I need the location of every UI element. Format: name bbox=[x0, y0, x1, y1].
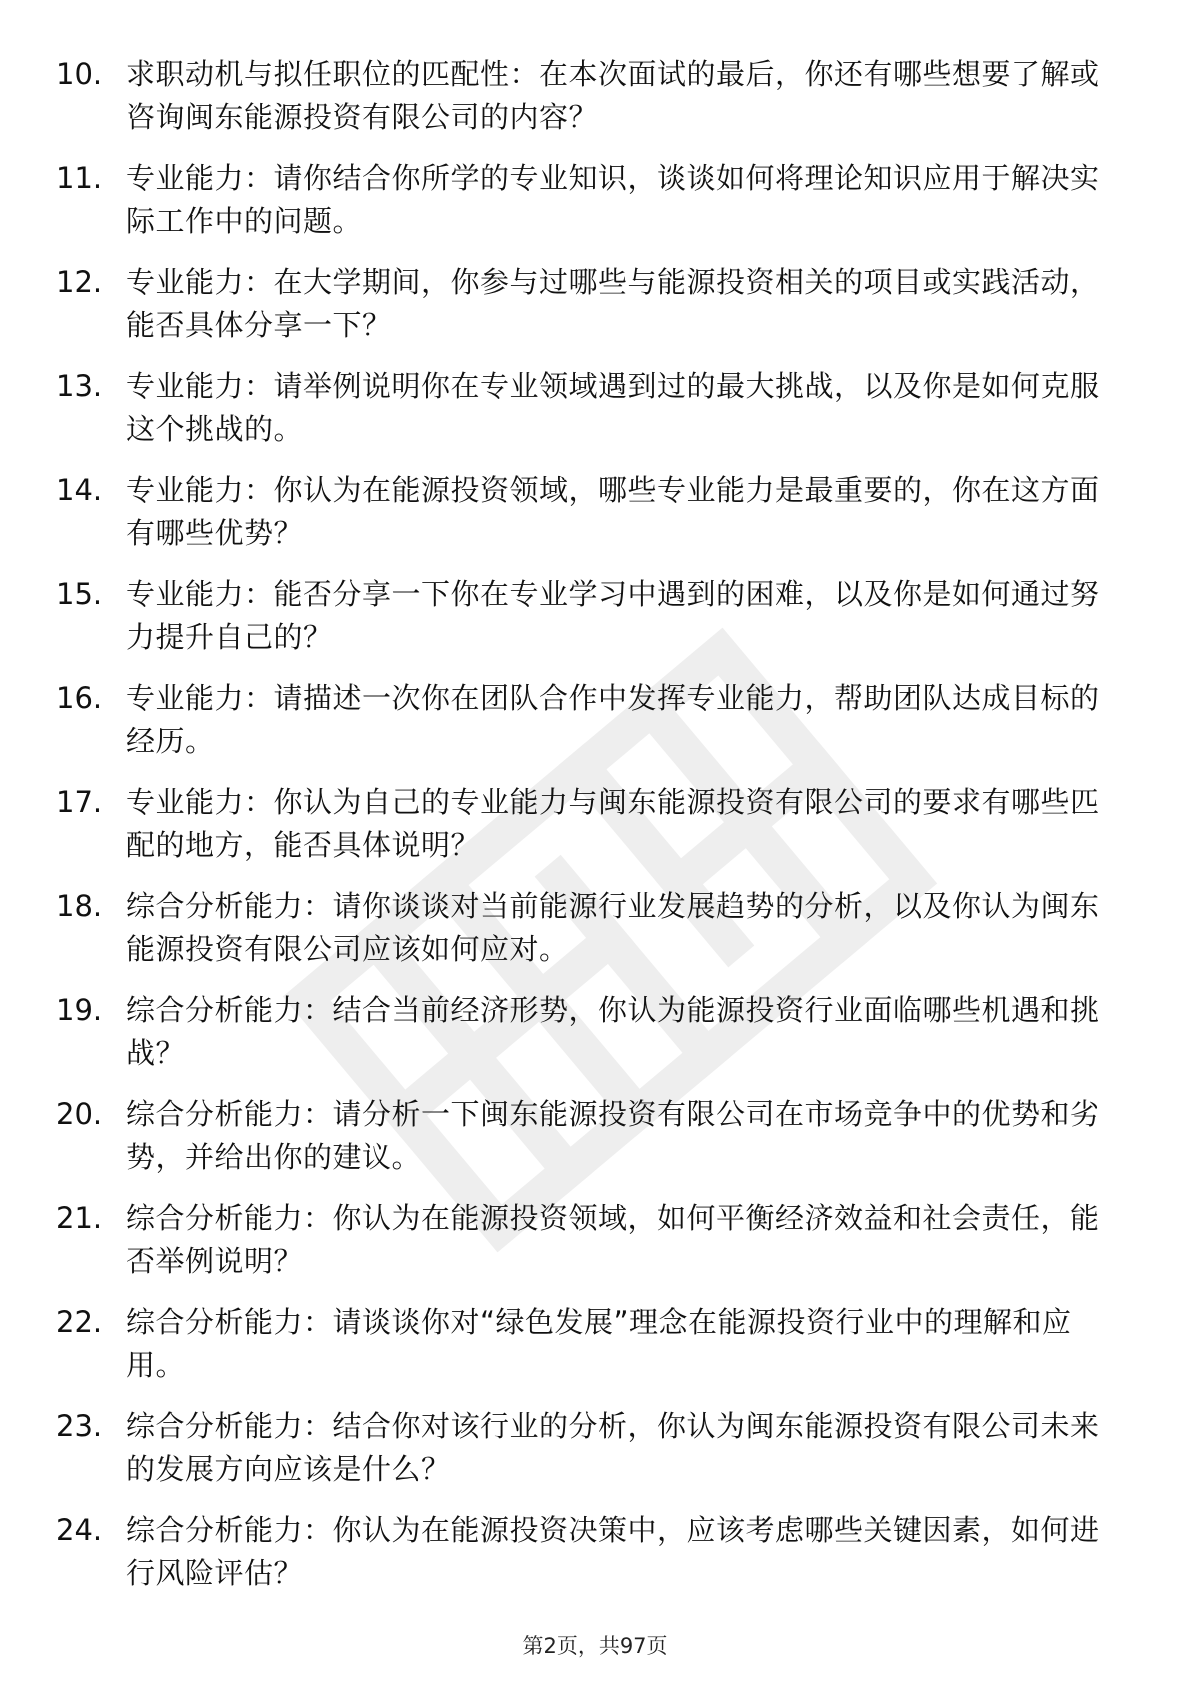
question-text: 专业能力：你认为自己的专业能力与闽东能源投资有限公司的要求有哪些匹配的地方，能否具体说明？ bbox=[126, 785, 1100, 862]
question-number: 18. bbox=[56, 889, 103, 923]
question-text: 综合分析能力：结合你对该行业的分析，你认为闽东能源投资有限公司未来的发展方向应该是什么？ bbox=[126, 1409, 1100, 1486]
question-number: 21. bbox=[56, 1201, 103, 1235]
question-number: 11. bbox=[56, 161, 103, 195]
question-text: 综合分析能力：你认为在能源投资领域，如何平衡经济效益和社会责任，能否举例说明？ bbox=[126, 1201, 1100, 1278]
question-item bbox=[56, 1197, 1126, 1301]
question-number: 14. bbox=[56, 473, 103, 507]
question-item bbox=[56, 1405, 1126, 1509]
question-text: 综合分析能力：结合当前经济形势，你认为能源投资行业面临哪些机遇和挑战？ bbox=[126, 993, 1100, 1070]
question-text: 综合分析能力：请分析一下闽东能源投资有限公司在市场竞争中的优势和劣势，并给出你的建议。 bbox=[126, 1097, 1100, 1174]
question-number: 20. bbox=[56, 1097, 103, 1131]
question-text: 求职动机与拟任职位的匹配性：在本次面试的最后，你还有哪些想要了解或咨询闽东能源投资有限公司的内容？ bbox=[126, 57, 1100, 134]
question-text: 综合分析能力：你认为在能源投资决策中，应该考虑哪些关键因素，如何进行风险评估？ bbox=[126, 1513, 1100, 1590]
question-item bbox=[56, 573, 1126, 677]
question-number: 16. bbox=[56, 681, 103, 715]
question-number: 15. bbox=[56, 577, 103, 611]
question-item bbox=[56, 1093, 1126, 1197]
question-item bbox=[56, 989, 1126, 1093]
question-number: 23. bbox=[56, 1409, 103, 1443]
question-item bbox=[56, 885, 1126, 989]
question-number: 17. bbox=[56, 785, 103, 819]
page-number-footer: 第2页，共97页 bbox=[522, 1634, 668, 1658]
question-text: 专业能力：你认为在能源投资领域，哪些专业能力是最重要的，你在这方面有哪些优势？ bbox=[126, 473, 1100, 550]
question-text: 专业能力：请描述一次你在团队合作中发挥专业能力，帮助团队达成目标的经历。 bbox=[126, 681, 1100, 758]
question-text: 专业能力：请举例说明你在专业领域遇到过的最大挑战，以及你是如何克服这个挑战的。 bbox=[126, 369, 1100, 446]
question-text: 综合分析能力：请谈谈你对“绿色发展”理念在能源投资行业中的理解和应用。 bbox=[126, 1305, 1072, 1382]
question-item bbox=[56, 781, 1126, 885]
question-item bbox=[56, 1301, 1126, 1405]
question-list bbox=[56, 53, 1126, 1613]
question-text: 专业能力：请你结合你所学的专业知识，谈谈如何将理论知识应用于解决实际工作中的问题。 bbox=[126, 161, 1100, 238]
question-number: 24. bbox=[56, 1513, 103, 1547]
question-item bbox=[56, 53, 1126, 157]
question-item bbox=[56, 469, 1126, 573]
question-text: 综合分析能力：请你谈谈对当前能源行业发展趋势的分析，以及你认为闽东能源投资有限公司应该如何应对。 bbox=[126, 889, 1100, 966]
question-item bbox=[56, 261, 1126, 365]
question-item bbox=[56, 157, 1126, 261]
question-number: 10. bbox=[56, 57, 103, 91]
question-number: 13. bbox=[56, 369, 103, 403]
question-item bbox=[56, 365, 1126, 469]
question-text: 专业能力：能否分享一下你在专业学习中遇到的困难，以及你是如何通过努力提升自己的？ bbox=[126, 577, 1100, 654]
question-number: 19. bbox=[56, 993, 103, 1027]
question-number: 12. bbox=[56, 265, 103, 299]
question-item bbox=[56, 1509, 1126, 1613]
question-number: 22. bbox=[56, 1305, 103, 1339]
question-text: 专业能力：在大学期间，你参与过哪些与能源投资相关的项目或实践活动，能否具体分享一下？ bbox=[126, 265, 1100, 342]
question-item bbox=[56, 677, 1126, 781]
